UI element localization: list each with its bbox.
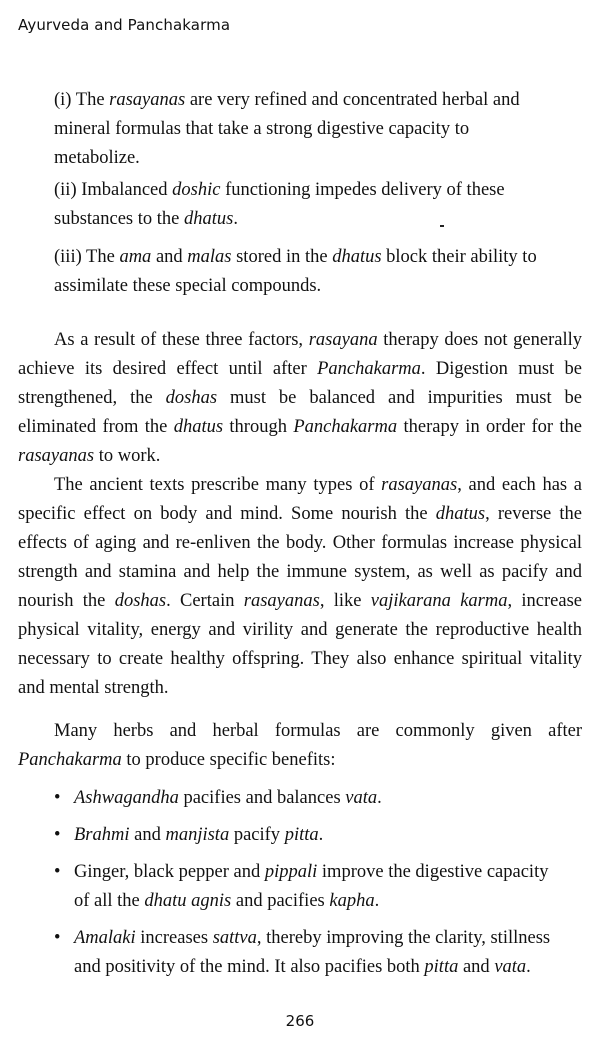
italic-term: doshic (172, 180, 221, 200)
list-item: • Ashwagandha pacifies and balances vata. (54, 784, 554, 813)
italic-term: ama (119, 247, 152, 267)
italic-term: pippali (264, 862, 318, 882)
italic-term: rasayanas (109, 90, 186, 110)
italic-term: dhatu agnis (144, 891, 232, 911)
page-number: 266 (285, 1012, 315, 1030)
numbered-item-1 (54, 86, 554, 173)
italic-term: dhatus (173, 417, 224, 437)
list-item: • Brahmi and manjista pacify pitta. (54, 821, 554, 850)
italic-term: vajikarana karma (370, 591, 508, 611)
item-number: (i) (54, 90, 72, 110)
italic-term: vata (494, 957, 527, 977)
italic-term: sattva (212, 928, 257, 948)
italic-term: dhatus (435, 504, 486, 524)
italic-term: rasayanas (381, 475, 458, 495)
italic-term: doshas (165, 388, 218, 408)
print-speck (440, 225, 444, 227)
paragraph-1: As a result of these three factors, rasayana therapy does not generally achieve its desired effect until after Panchakarma. Digestion must be strengthened, the doshas must be balanced and impurities must be eliminated from the dhatus through Panchakarma therapy in order for the rasayanas to work. (18, 330, 582, 466)
paragraph-3: Many herbs and herbal formulas are commonly given after Panchakarma to produce specific benefits: (18, 721, 582, 770)
italic-term: Amalaki (74, 928, 136, 948)
numbered-item-3 (54, 243, 554, 301)
italic-term: vata (345, 788, 378, 808)
italic-term: Ashwagandha (74, 788, 179, 808)
italic-term: pitta (284, 825, 319, 845)
item-text: The rasayanas are very refined and concentrated herbal and mineral formulas that take a strong digestive capacity to metabolize. (54, 90, 520, 168)
item-number: (iii) (54, 247, 82, 267)
running-header: Ayurveda and Panchakarma (18, 16, 231, 34)
italic-term: Panchakarma (317, 359, 421, 379)
italic-term: rasayanas (243, 591, 320, 611)
italic-term: rasayana (308, 330, 378, 350)
item-text: The ama and malas stored in the dhatus block their ability to assimilate these special compounds. (54, 247, 537, 296)
numbered-item-2 (54, 176, 554, 234)
paragraph-2: The ancient texts prescribe many types of rasayanas, and each has a specific effect on body and mind. Some nourish the dhatus, reverse the effects of aging and re-enliven the body. Other formulas increase physical strength and stamina and help the immune system, as well as pacify and nourish the doshas. Certain rasayanas, like vajikarana karma, increase physical vitality, energy and virility and generate the reproductive health necessary to create healthy offspring. They also enhance spiritual vitality and mental strength. (18, 475, 582, 698)
benefits-list (54, 784, 554, 990)
italic-term: dhatus (332, 247, 382, 267)
item-number: (ii) (54, 180, 77, 200)
list-item: • Amalaki increases sattva, thereby improving the clarity, stillness and positivity of the mind. It also pacifies both pitta and vata. (54, 924, 554, 982)
italic-term: Panchakarma (293, 417, 398, 437)
italic-term: rasayanas (18, 446, 95, 466)
italic-term: Brahmi (74, 825, 130, 845)
item-text: Imbalanced doshic functioning impedes delivery of these substances to the dhatus. (54, 180, 505, 229)
italic-term: pitta (424, 957, 459, 977)
italic-term: Panchakarma (18, 750, 122, 770)
italic-term: malas (187, 247, 232, 267)
italic-term: doshas (114, 591, 167, 611)
italic-term: kapha (329, 891, 375, 911)
italic-term: dhatus (184, 209, 234, 229)
italic-term: manjista (165, 825, 230, 845)
list-item: • Ginger, black pepper and pippali improve the digestive capacity of all the dhatu agnis and pacifies kapha. (54, 858, 554, 916)
